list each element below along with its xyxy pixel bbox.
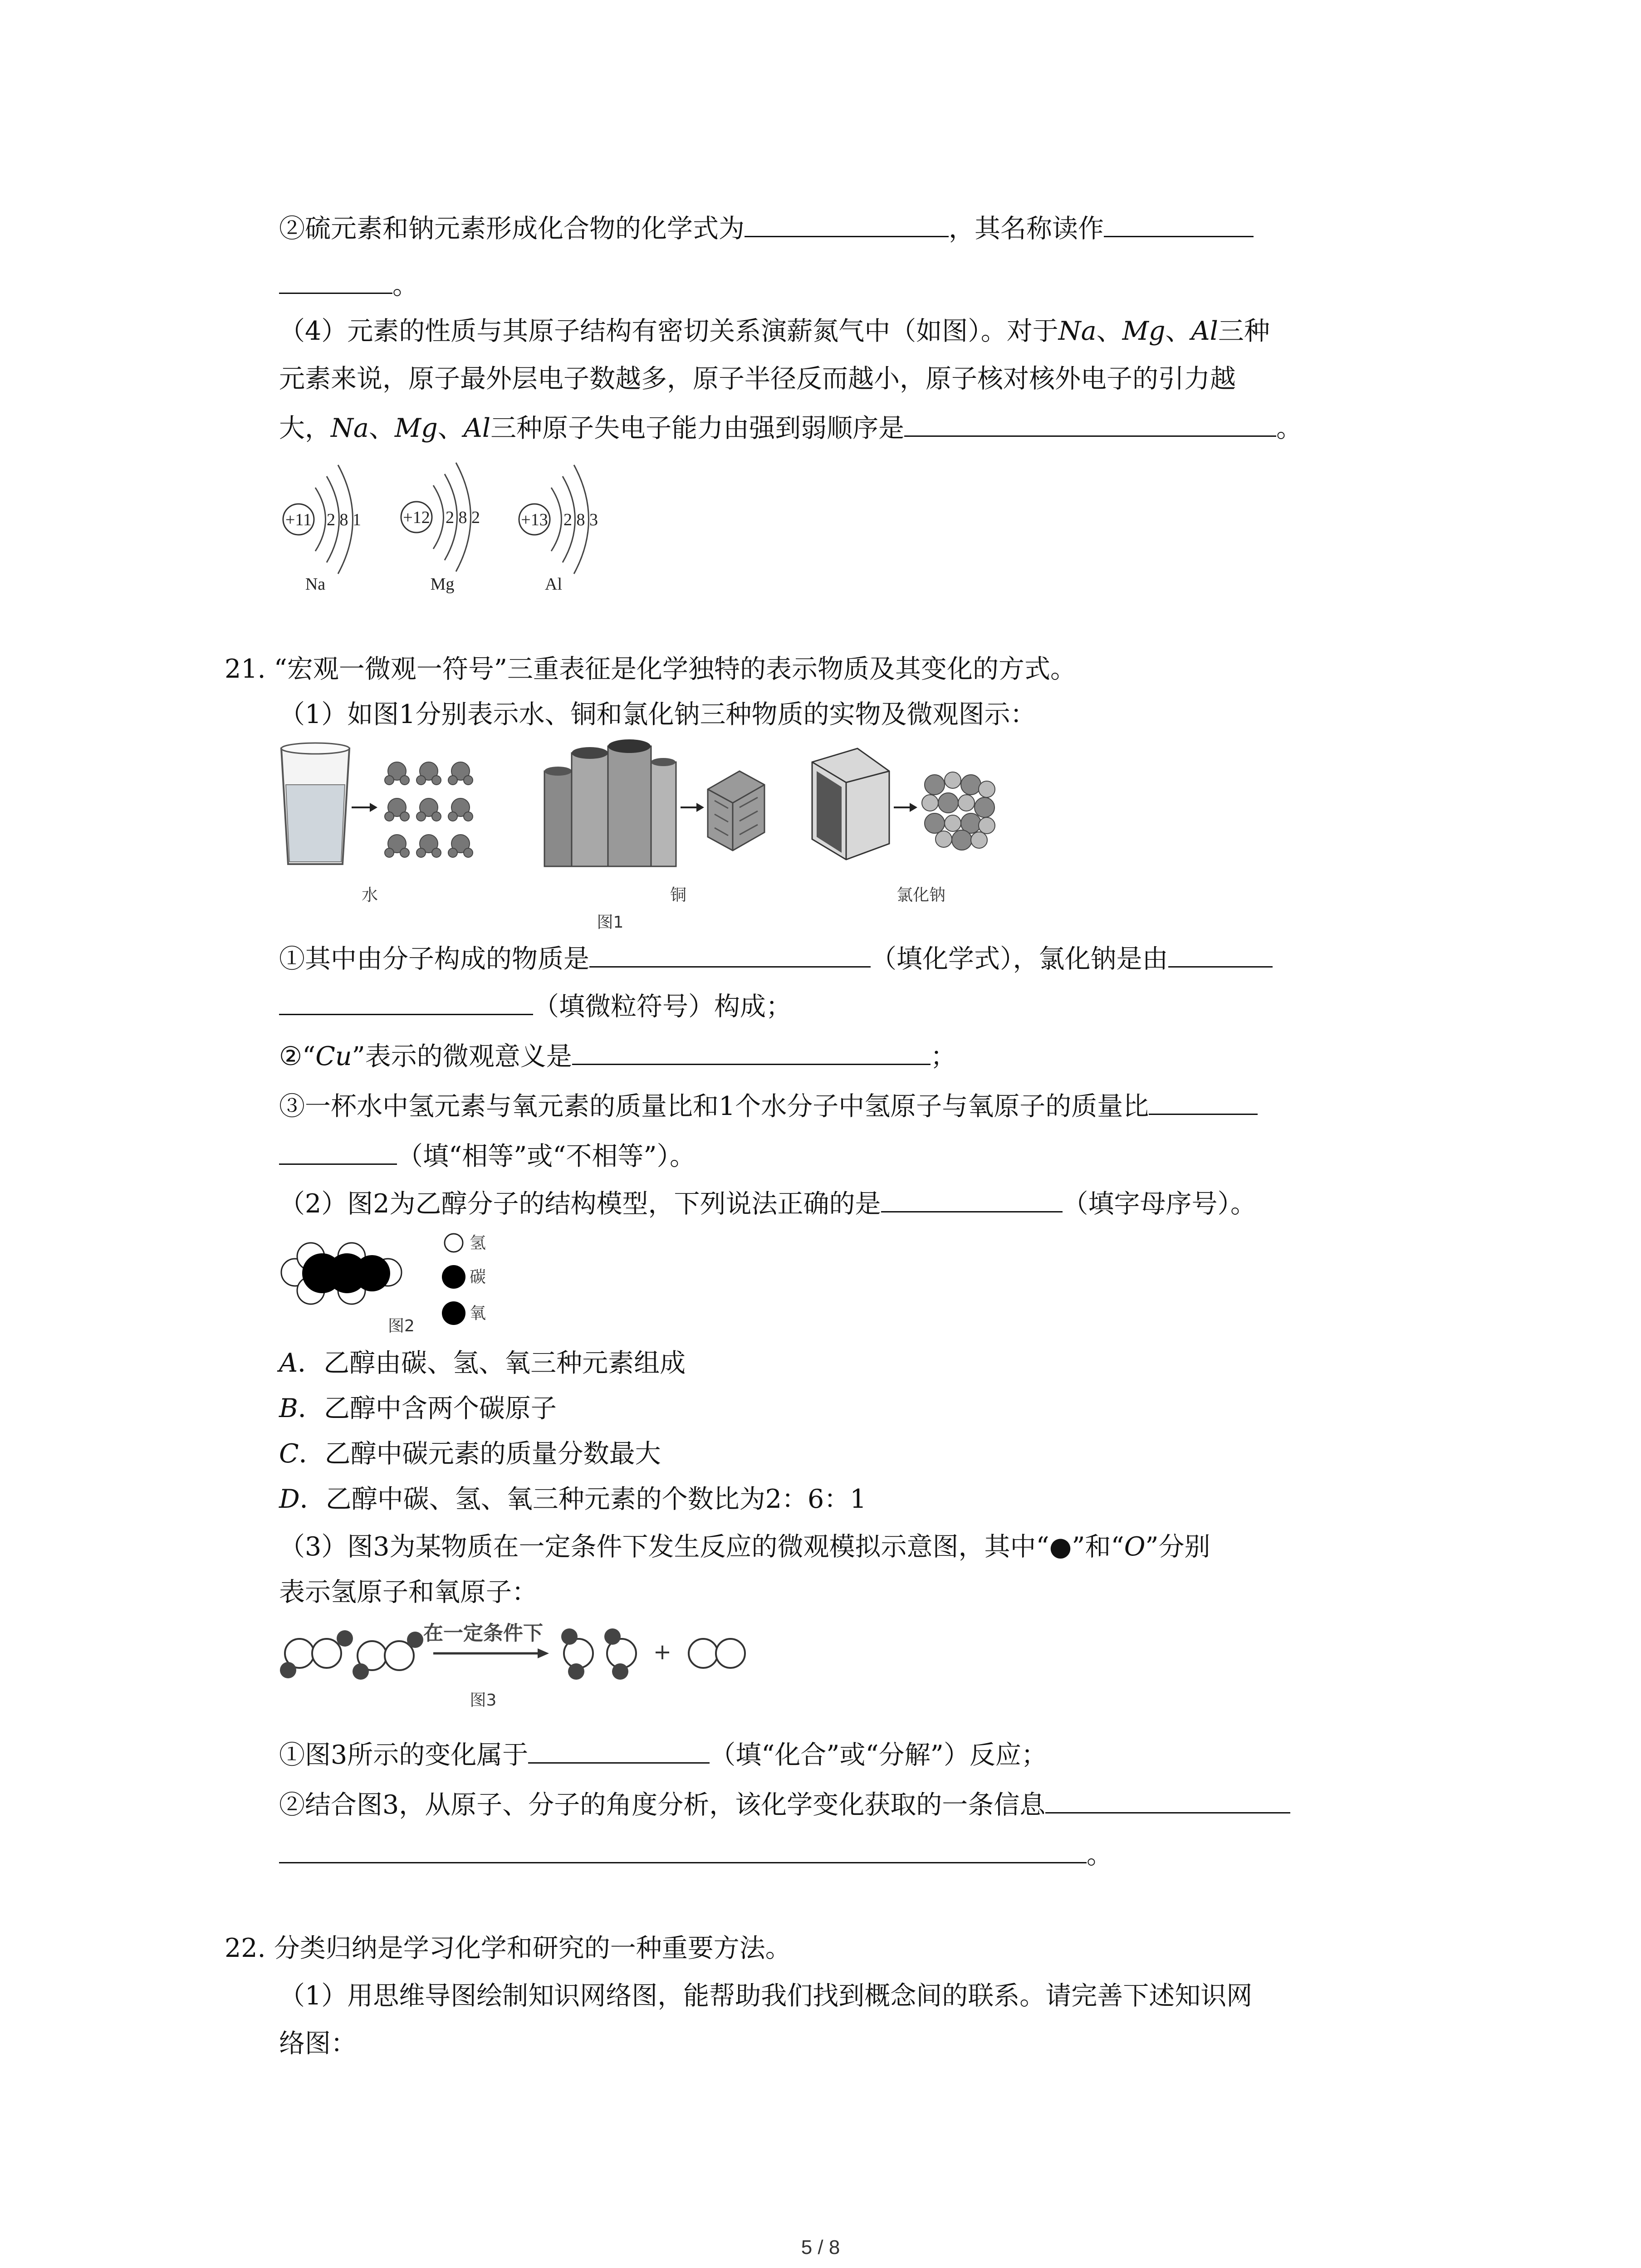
nucleus-charge: +11 bbox=[285, 510, 312, 529]
answer-blank[interactable] bbox=[528, 1735, 710, 1764]
q21-part3-line2: 表示氢原子和氧原子： bbox=[279, 1577, 538, 1607]
answer-blank[interactable] bbox=[279, 1835, 1087, 1863]
nacl-label: 氯化钠 bbox=[896, 886, 946, 904]
atom-legend bbox=[442, 1234, 486, 1325]
answer-blank[interactable] bbox=[881, 1184, 1063, 1212]
option-d[interactable]: D．乙醇中碳、氢、氧三种元素的个数比为2：6：1 bbox=[279, 1484, 867, 1514]
q21-part2-stem: （2）图2为乙醇分子的结构模型，下列说法正确的是 （填字母序号）。 bbox=[279, 1184, 1256, 1222]
figure-1-caption: 图1 bbox=[597, 913, 624, 932]
answer-blank[interactable] bbox=[1168, 939, 1273, 968]
figure-2-caption: 图2 bbox=[388, 1317, 415, 1335]
answer-blank[interactable] bbox=[1104, 209, 1254, 237]
plus-sign: + bbox=[653, 1639, 672, 1665]
electron-shells: 2 8 2 bbox=[446, 508, 480, 527]
q20-item4-line3: 大，Na、Mg、Al三种原子失电子能力由强到弱顺序是 。 bbox=[279, 408, 1302, 446]
q21-part1-intro: （1）如图1分别表示水、铜和氯化钠三种物质的实物及微观图示： bbox=[279, 699, 1036, 729]
figure-3-reaction bbox=[279, 1619, 778, 1719]
q20-item2-line1: ②硫元素和钠元素形成化合物的化学式为 ，其名称读作 bbox=[279, 209, 1254, 247]
electron-shells: 2 8 1 bbox=[327, 510, 361, 529]
atom-diagram-na bbox=[283, 465, 361, 594]
q20-item4-line2: 元素来说，原子最外层电子数越多，原子半径反而越小，原子核对核外电子的引力越 bbox=[279, 364, 1236, 394]
reaction-condition: 在一定条件下 bbox=[423, 1622, 543, 1645]
answer-blank[interactable] bbox=[589, 939, 871, 968]
answer-blank[interactable] bbox=[745, 209, 949, 237]
q21-part3-item2-line2: 。 bbox=[279, 1835, 1112, 1873]
q21-part1-item2: ②“Cu”表示的微观意义是 ； bbox=[279, 1036, 956, 1075]
q22-part1-line2: 络图： bbox=[279, 2028, 357, 2058]
q20-item4-line1: （4）元素的性质与其原子结构有密切关系演薪氮气中（如图）。对于Na、Mg、Al三种 bbox=[279, 316, 1270, 346]
figure-3-caption: 图3 bbox=[470, 1691, 497, 1710]
q21-part3-item2-line1: ②结合图3，从原子、分子的角度分析，该化学变化获取的一条信息 bbox=[279, 1785, 1290, 1823]
element-symbol: Mg bbox=[430, 575, 455, 594]
reactant-molecules bbox=[280, 1630, 423, 1680]
q21-part1-item3-line1: ③一杯水中氢元素与氧元素的质量比和1个水分子中氢原子与氧原子的质量比 bbox=[279, 1086, 1258, 1124]
copper-lattice-model bbox=[708, 771, 764, 850]
q21-part1-item1-line2: （填微粒符号）构成； bbox=[279, 987, 792, 1025]
atom-diagram-al bbox=[519, 465, 598, 594]
product-molecules bbox=[561, 1628, 745, 1680]
answer-blank[interactable] bbox=[279, 1136, 397, 1165]
element-symbol: Na bbox=[305, 575, 326, 594]
atom-structure-diagrams bbox=[272, 454, 635, 603]
q21-part3-line1: （3）图3为某物质在一定条件下发生反应的微观模拟示意图，其中“●”和“O”分别 bbox=[279, 1532, 1210, 1562]
figure-2-ethanol-model bbox=[279, 1229, 533, 1338]
q20-item2-line2: 。 bbox=[279, 265, 418, 303]
copper-label: 铜 bbox=[670, 886, 687, 904]
water-label: 水 bbox=[361, 886, 378, 904]
nucleus-charge: +12 bbox=[403, 508, 430, 527]
copper-pipes-image bbox=[544, 739, 676, 866]
option-b[interactable]: B．乙醇中含两个碳原子 bbox=[279, 1393, 557, 1423]
answer-blank[interactable] bbox=[1149, 1086, 1258, 1115]
q21-stem: 21. “宏观一微观一符号”三重表征是化学独特的表示物质及其变化的方式。 bbox=[225, 654, 1077, 684]
legend-carbon: 碳 bbox=[470, 1268, 486, 1286]
nacl-ion-model bbox=[922, 772, 995, 850]
q21-part1-item3-line2: （填“相等”或“不相等”）。 bbox=[279, 1136, 696, 1174]
q22-stem: 22. 分类归纳是学习化学和研究的一种重要方法。 bbox=[225, 1933, 791, 1963]
legend-hydrogen: 氢 bbox=[470, 1234, 486, 1252]
nucleus-charge: +13 bbox=[521, 510, 548, 529]
option-a[interactable]: A．乙醇由碳、氢、氧三种元素组成 bbox=[279, 1348, 686, 1378]
answer-blank[interactable] bbox=[279, 987, 533, 1015]
q21-part1-item1-line1: ①其中由分子构成的物质是 （填化学式），氯化钠是由 bbox=[279, 939, 1273, 977]
water-glass-image bbox=[281, 743, 349, 864]
answer-blank[interactable] bbox=[1045, 1785, 1290, 1813]
nacl-crystal-image bbox=[812, 748, 889, 860]
atom-diagram-mg bbox=[401, 463, 480, 594]
answer-blank[interactable] bbox=[279, 265, 392, 294]
legend-oxygen: 氧 bbox=[470, 1304, 486, 1323]
figure-1-substances bbox=[272, 735, 1043, 934]
element-symbol: Al bbox=[545, 575, 562, 594]
option-c[interactable]: C．乙醇中碳元素的质量分数最大 bbox=[279, 1439, 661, 1469]
ethanol-ball-model bbox=[281, 1243, 402, 1304]
q21-part3-item1: ①图3所示的变化属于 （填“化合”或“分解”）反应； bbox=[279, 1735, 1047, 1773]
water-molecules-model bbox=[385, 762, 473, 857]
q22-part1-line1: （1）用思维导图绘制知识网络图，能帮助我们找到概念间的联系。请完善下述知识网 bbox=[279, 1981, 1253, 2011]
electron-shells: 2 8 3 bbox=[563, 510, 598, 529]
answer-blank[interactable] bbox=[572, 1036, 931, 1065]
answer-blank[interactable] bbox=[904, 408, 1276, 437]
page-number: 5 / 8 bbox=[801, 2236, 840, 2258]
